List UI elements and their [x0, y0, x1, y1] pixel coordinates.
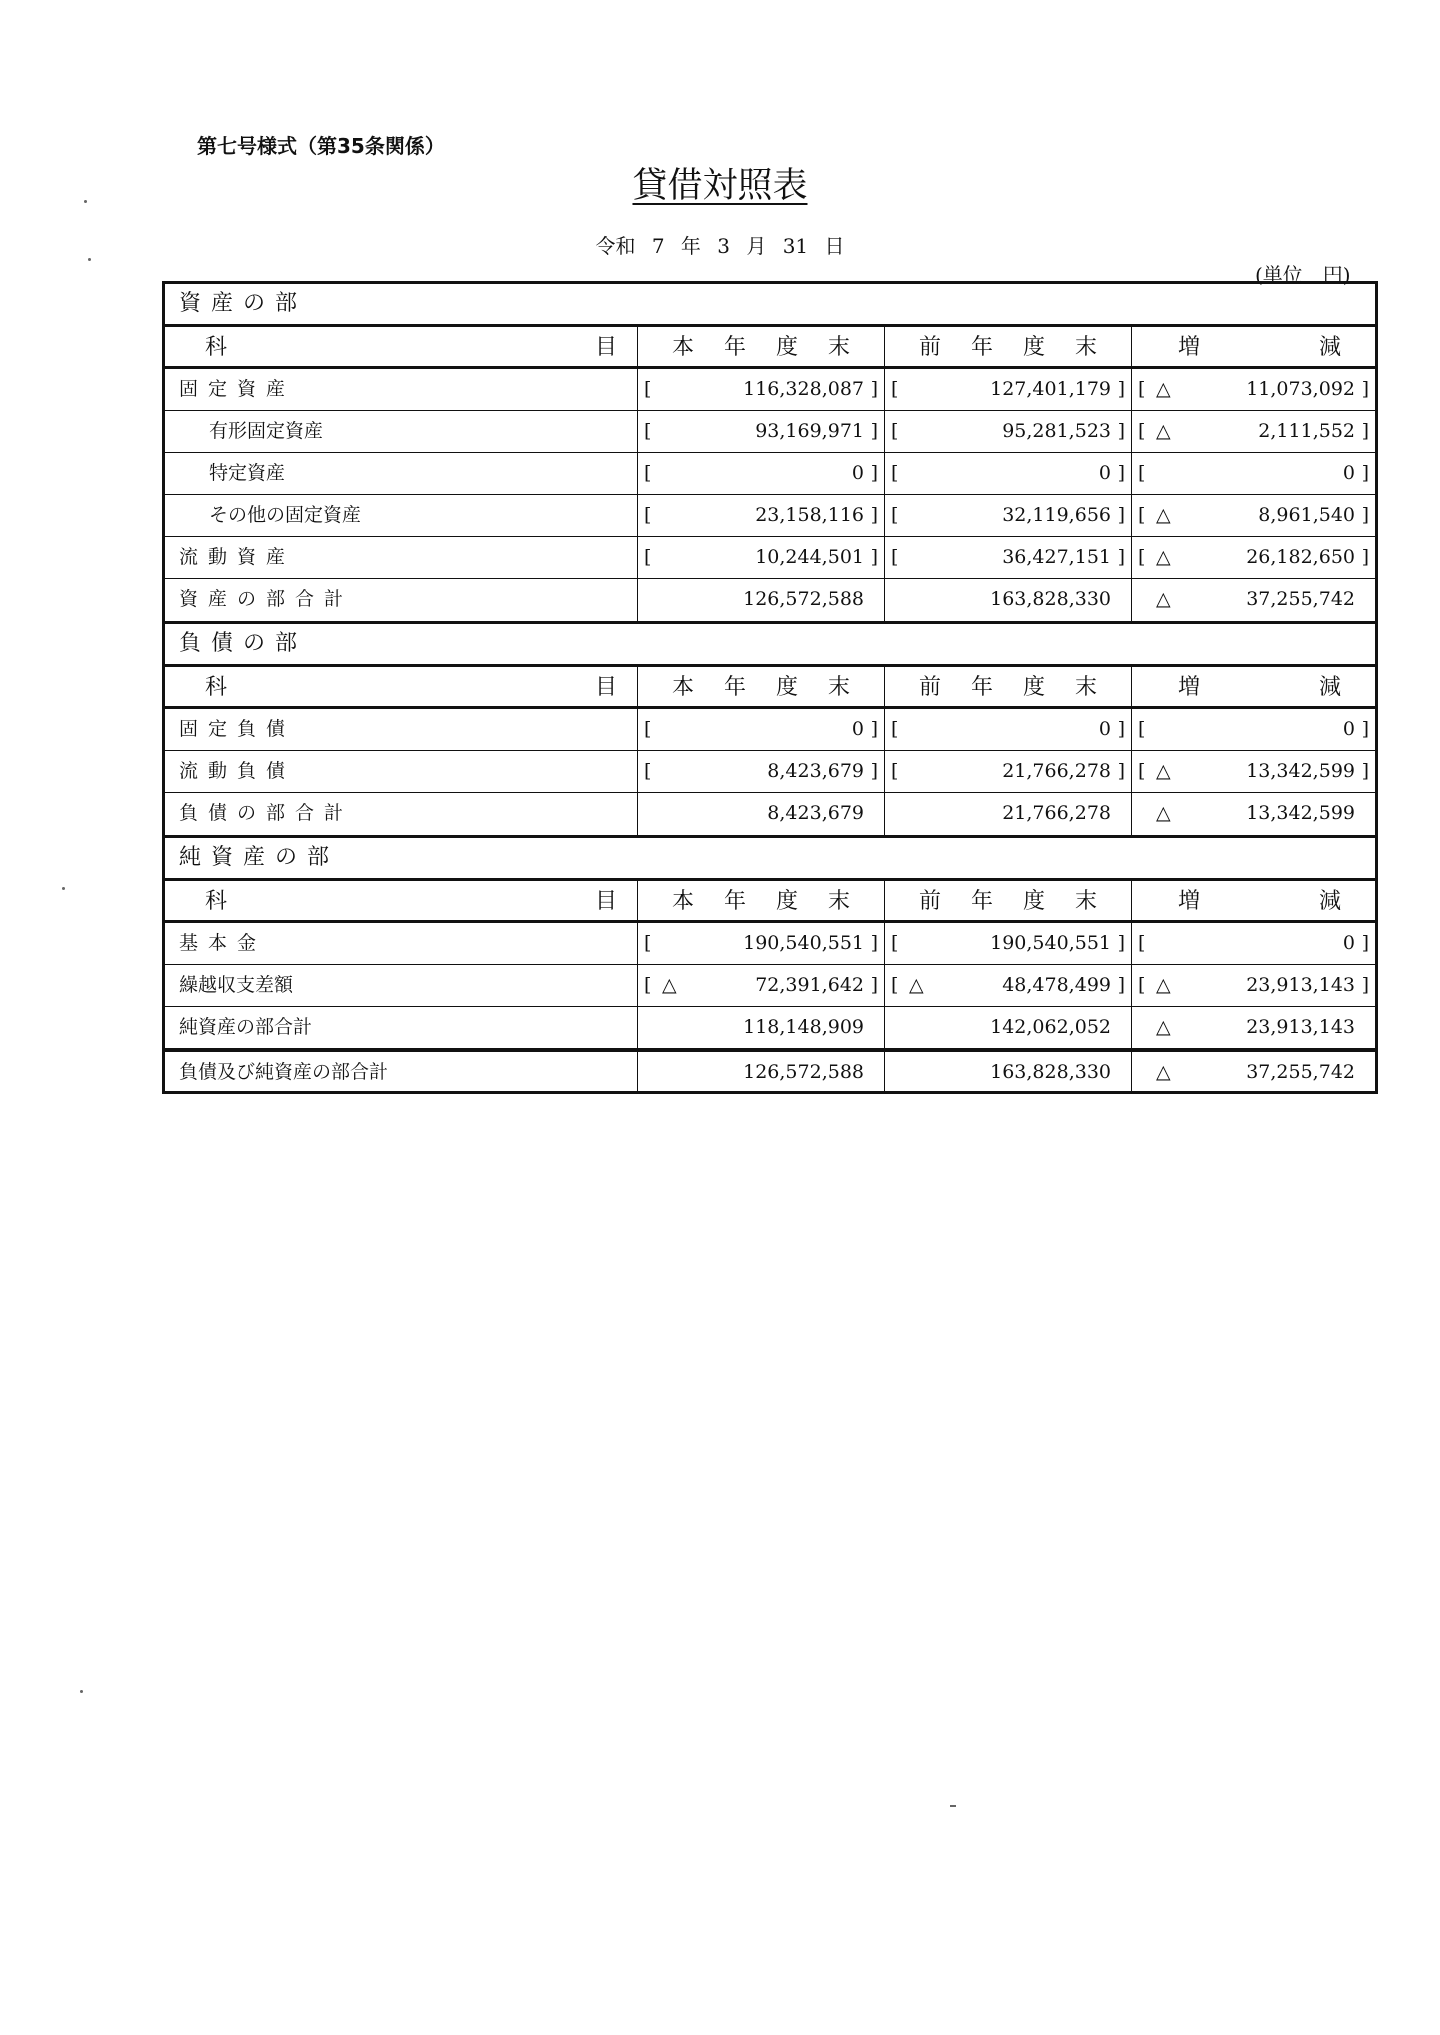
col-subject-1: 科 — [205, 889, 228, 914]
bracket-right: ] — [1361, 504, 1369, 526]
scan-speck — [950, 1805, 956, 1807]
col-subject-2: 目 — [594, 675, 617, 700]
col-previous-3: 度 — [1022, 889, 1045, 914]
col-previous-4: 末 — [1074, 889, 1097, 914]
bracket-left: [ — [644, 932, 652, 954]
col-previous-1: 前 — [919, 675, 942, 700]
bracket-left: [ — [891, 504, 899, 526]
bracket-left: [ — [644, 546, 652, 568]
col-subject — [165, 667, 638, 706]
col-previous-3: 度 — [1022, 675, 1045, 700]
subtotal-row — [165, 793, 1375, 835]
net-assets-grid — [165, 878, 1375, 1091]
bracket-left: [ — [891, 420, 899, 442]
bracket-right: ] — [870, 504, 878, 526]
value: 23,913,143 — [1246, 1016, 1355, 1038]
value: 0 — [1342, 932, 1355, 954]
bracket-right: ] — [1117, 462, 1125, 484]
triangle-icon: △ — [1156, 504, 1171, 526]
col-previous — [885, 327, 1132, 366]
bracket-right: ] — [870, 378, 878, 400]
table-row — [165, 411, 1375, 453]
value: 118,148,909 — [743, 1016, 864, 1038]
row-label: 基本金 — [165, 923, 638, 964]
value: 10,244,501 — [755, 546, 864, 568]
form-number-label: 第七号様式（第35条関係） — [197, 134, 445, 158]
col-change-1: 増 — [1178, 675, 1201, 700]
bracket-left: [ — [891, 760, 899, 782]
liabilities-grid — [165, 664, 1375, 835]
cell-change — [1132, 793, 1375, 835]
cell-current — [638, 537, 885, 578]
document-title — [0, 158, 1440, 208]
value: 95,281,523 — [1002, 420, 1111, 442]
table-row — [165, 965, 1375, 1007]
cell-previous — [885, 369, 1132, 410]
triangle-icon: △ — [1156, 1016, 1171, 1038]
triangle-icon: △ — [1156, 974, 1171, 996]
value: 127,401,179 — [990, 378, 1111, 400]
cell-current — [638, 793, 885, 835]
value: 8,961,540 — [1258, 504, 1355, 526]
col-change-2: 減 — [1318, 335, 1341, 360]
value: 21,766,278 — [1002, 760, 1111, 782]
grand-total-row — [165, 1049, 1375, 1091]
cell-current — [638, 751, 885, 792]
col-previous-3: 度 — [1022, 335, 1045, 360]
scan-speck — [84, 200, 87, 203]
row-label: 資産の部合計 — [165, 579, 638, 621]
table-row — [165, 751, 1375, 793]
triangle-icon: △ — [662, 974, 677, 996]
row-label: 固定負債 — [165, 709, 638, 750]
triangle-icon: △ — [1156, 420, 1171, 442]
value: 72,391,642 — [755, 974, 864, 996]
col-subject-2: 目 — [594, 889, 617, 914]
value: 13,342,599 — [1246, 802, 1355, 824]
scan-speck — [62, 887, 65, 890]
col-subject — [165, 881, 638, 920]
cell-previous — [885, 1007, 1132, 1048]
col-previous-2: 年 — [970, 675, 993, 700]
bracket-right: ] — [1117, 420, 1125, 442]
triangle-icon: △ — [1156, 588, 1171, 610]
balance-sheet-table — [162, 281, 1378, 1094]
section-liabilities-title: 負債の部 — [165, 621, 1375, 664]
cell-current — [638, 709, 885, 750]
row-label: 有形固定資産 — [165, 411, 638, 452]
cell-change — [1132, 411, 1375, 452]
bracket-left: [ — [891, 546, 899, 568]
bracket-right: ] — [1117, 546, 1125, 568]
bracket-left: [ — [1138, 546, 1146, 568]
value: 93,169,971 — [755, 420, 864, 442]
cell-previous — [885, 411, 1132, 452]
bracket-left: [ — [1138, 932, 1146, 954]
value: 36,427,151 — [1002, 546, 1111, 568]
document-date-text: 令和 7 年 3 月 31 日 — [595, 234, 845, 258]
row-label: 流動資産 — [165, 537, 638, 578]
col-change-2: 減 — [1318, 675, 1341, 700]
cell-previous — [885, 923, 1132, 964]
col-previous-1: 前 — [919, 889, 942, 914]
col-current-1: 本 — [672, 335, 695, 360]
col-previous-4: 末 — [1074, 335, 1097, 360]
col-previous-2: 年 — [970, 889, 993, 914]
table-row — [165, 453, 1375, 495]
value: 11,073,092 — [1246, 378, 1355, 400]
value: 8,423,679 — [767, 760, 864, 782]
bracket-right: ] — [1361, 462, 1369, 484]
cell-previous — [885, 537, 1132, 578]
cell-change — [1132, 537, 1375, 578]
value: 126,572,588 — [743, 588, 864, 610]
bracket-left: [ — [1138, 420, 1146, 442]
row-label: 負債の部合計 — [165, 793, 638, 835]
col-current-3: 度 — [775, 675, 798, 700]
scan-speck — [88, 258, 91, 261]
col-change-2: 減 — [1318, 889, 1341, 914]
cell-previous — [885, 965, 1132, 1006]
value: 0 — [851, 718, 864, 740]
col-current-4: 末 — [827, 889, 850, 914]
value: 0 — [1098, 462, 1111, 484]
col-current-1: 本 — [672, 889, 695, 914]
triangle-icon: △ — [1156, 1061, 1171, 1083]
bracket-right: ] — [1117, 718, 1125, 740]
col-change-1: 増 — [1178, 335, 1201, 360]
bracket-right: ] — [870, 974, 878, 996]
cell-current — [638, 411, 885, 452]
bracket-left: [ — [1138, 378, 1146, 400]
bracket-right: ] — [870, 420, 878, 442]
bracket-left: [ — [891, 932, 899, 954]
bracket-right: ] — [1361, 932, 1369, 954]
row-label: 固定資産 — [165, 369, 638, 410]
value: 142,062,052 — [990, 1016, 1111, 1038]
col-change-1: 増 — [1178, 889, 1201, 914]
bracket-left: [ — [644, 718, 652, 740]
col-current-3: 度 — [775, 889, 798, 914]
bracket-right: ] — [1117, 504, 1125, 526]
bracket-right: ] — [1117, 932, 1125, 954]
cell-current — [638, 579, 885, 621]
col-change — [1132, 667, 1375, 706]
cell-change — [1132, 751, 1375, 792]
value: 48,478,499 — [1002, 974, 1111, 996]
table-row — [165, 923, 1375, 965]
value: 190,540,551 — [990, 932, 1111, 954]
table-row — [165, 495, 1375, 537]
row-label: 特定資産 — [165, 453, 638, 494]
bracket-left: [ — [1138, 504, 1146, 526]
table-row — [165, 369, 1375, 411]
row-label: 純資産の部合計 — [165, 1007, 638, 1048]
triangle-icon: △ — [1156, 378, 1171, 400]
bracket-left: [ — [1138, 462, 1146, 484]
bracket-right: ] — [870, 718, 878, 740]
value: 26,182,650 — [1246, 546, 1355, 568]
bracket-right: ] — [870, 462, 878, 484]
bracket-left: [ — [644, 760, 652, 782]
cell-current — [638, 965, 885, 1006]
cell-change — [1132, 495, 1375, 536]
col-current-2: 年 — [723, 335, 746, 360]
unit-label: (単位 円) — [1255, 263, 1351, 287]
col-current — [638, 327, 885, 366]
col-previous-4: 末 — [1074, 675, 1097, 700]
triangle-icon: △ — [1156, 546, 1171, 568]
cell-change — [1132, 369, 1375, 410]
table-row — [165, 709, 1375, 751]
col-subject-2: 目 — [594, 335, 617, 360]
document-title-text: 貸借対照表 — [632, 166, 808, 206]
bracket-left: [ — [891, 974, 899, 996]
cell-previous — [885, 453, 1132, 494]
table-row — [165, 537, 1375, 579]
cell-current — [638, 923, 885, 964]
row-label: 繰越収支差額 — [165, 965, 638, 1006]
value: 0 — [851, 462, 864, 484]
col-previous-1: 前 — [919, 335, 942, 360]
bracket-right: ] — [870, 546, 878, 568]
cell-change — [1132, 1052, 1375, 1091]
value: 0 — [1342, 718, 1355, 740]
value: 0 — [1098, 718, 1111, 740]
value: 37,255,742 — [1246, 588, 1355, 610]
bracket-left: [ — [891, 378, 899, 400]
col-current-1: 本 — [672, 675, 695, 700]
cell-current — [638, 1007, 885, 1048]
triangle-icon: △ — [909, 974, 924, 996]
value: 21,766,278 — [1002, 802, 1111, 824]
bracket-right: ] — [1117, 974, 1125, 996]
cell-change — [1132, 709, 1375, 750]
value: 163,828,330 — [990, 1061, 1111, 1083]
value: 13,342,599 — [1246, 760, 1355, 782]
bracket-left: [ — [1138, 718, 1146, 740]
col-current-4: 末 — [827, 335, 850, 360]
bracket-left: [ — [1138, 974, 1146, 996]
column-header-row — [165, 667, 1375, 709]
row-label: 負債及び純資産の部合計 — [165, 1052, 638, 1091]
col-change — [1132, 327, 1375, 366]
col-change — [1132, 881, 1375, 920]
bracket-left: [ — [644, 462, 652, 484]
triangle-icon: △ — [1156, 760, 1171, 782]
cell-previous — [885, 709, 1132, 750]
value: 0 — [1342, 462, 1355, 484]
col-subject-1: 科 — [205, 675, 228, 700]
assets-grid — [165, 324, 1375, 621]
col-current-2: 年 — [723, 889, 746, 914]
row-label: 流動負債 — [165, 751, 638, 792]
bracket-right: ] — [1361, 378, 1369, 400]
cell-previous — [885, 751, 1132, 792]
subtotal-row — [165, 1007, 1375, 1049]
col-previous-2: 年 — [970, 335, 993, 360]
col-current-2: 年 — [723, 675, 746, 700]
cell-current — [638, 1052, 885, 1091]
section-net-assets-title: 純資産の部 — [165, 835, 1375, 878]
cell-change — [1132, 923, 1375, 964]
cell-previous — [885, 579, 1132, 621]
bracket-right: ] — [1361, 974, 1369, 996]
scan-speck — [80, 1690, 83, 1693]
bracket-right: ] — [1361, 760, 1369, 782]
value: 190,540,551 — [743, 932, 864, 954]
bracket-right: ] — [1117, 760, 1125, 782]
value: 8,423,679 — [767, 802, 864, 824]
cell-current — [638, 369, 885, 410]
bracket-left: [ — [891, 462, 899, 484]
bracket-left: [ — [644, 974, 652, 996]
subtotal-row — [165, 579, 1375, 621]
col-previous — [885, 667, 1132, 706]
cell-change — [1132, 965, 1375, 1006]
cell-change — [1132, 453, 1375, 494]
bracket-left: [ — [644, 420, 652, 442]
value: 23,913,143 — [1246, 974, 1355, 996]
bracket-right: ] — [870, 932, 878, 954]
row-label: その他の固定資産 — [165, 495, 638, 536]
col-current-3: 度 — [775, 335, 798, 360]
value: 32,119,656 — [1002, 504, 1111, 526]
document-date — [0, 230, 1440, 259]
bracket-left: [ — [1138, 760, 1146, 782]
cell-previous — [885, 1052, 1132, 1091]
col-subject — [165, 327, 638, 366]
cell-current — [638, 453, 885, 494]
value: 2,111,552 — [1258, 420, 1355, 442]
value: 126,572,588 — [743, 1061, 864, 1083]
section-assets-title: 資産の部 — [179, 291, 308, 316]
cell-change — [1132, 579, 1375, 621]
col-current-4: 末 — [827, 675, 850, 700]
column-header-row — [165, 327, 1375, 369]
value: 37,255,742 — [1246, 1061, 1355, 1083]
col-subject-1: 科 — [205, 335, 228, 360]
value: 163,828,330 — [990, 588, 1111, 610]
col-current — [638, 881, 885, 920]
bracket-right: ] — [1117, 378, 1125, 400]
bracket-left: [ — [644, 504, 652, 526]
bracket-right: ] — [1361, 420, 1369, 442]
value: 116,328,087 — [743, 378, 864, 400]
cell-current — [638, 495, 885, 536]
col-current — [638, 667, 885, 706]
value: 23,158,116 — [755, 504, 864, 526]
cell-previous — [885, 793, 1132, 835]
cell-change — [1132, 1007, 1375, 1048]
bracket-left: [ — [891, 718, 899, 740]
triangle-icon: △ — [1156, 802, 1171, 824]
bracket-right: ] — [1361, 546, 1369, 568]
cell-previous — [885, 495, 1132, 536]
bracket-left: [ — [644, 378, 652, 400]
bracket-right: ] — [870, 760, 878, 782]
col-previous — [885, 881, 1132, 920]
bracket-right: ] — [1361, 718, 1369, 740]
column-header-row — [165, 881, 1375, 923]
